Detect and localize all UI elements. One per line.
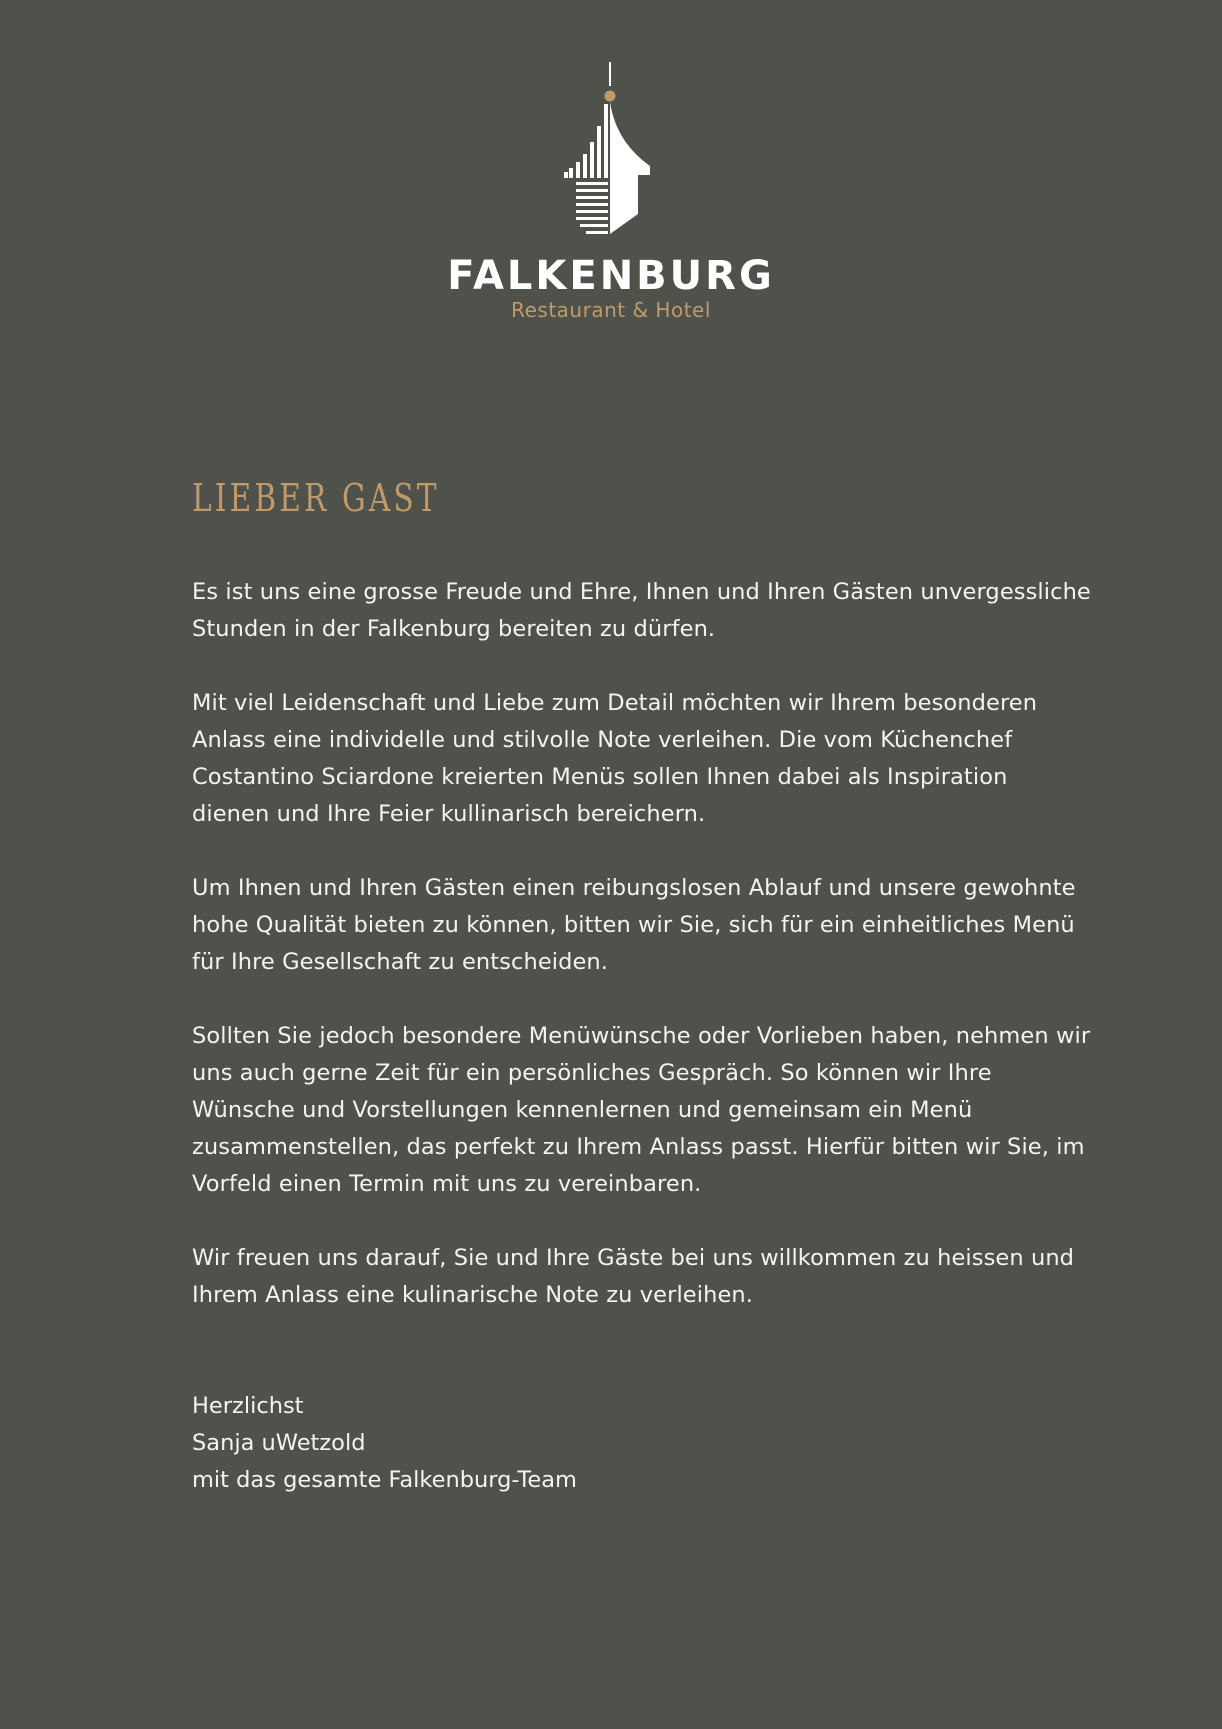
paragraph: Es ist uns eine grosse Freude und Ehre, Ihnen und Ihren Gästen unvergessliche Stunden in der Falkenburg bereiten zu dürfen. (192, 579, 1091, 642)
closing-text: Herzlichst (192, 1393, 304, 1419)
letter-heading: LIEBER GAST (192, 476, 440, 520)
brand-name: FALKENBURG (447, 253, 775, 299)
letter-body (192, 470, 1092, 1499)
team-line: mit das gesamte Falkenburg-Team (192, 1467, 577, 1493)
paragraph: Mit viel Leidenschaft und Liebe zum Detail möchten wir Ihrem besonderen Anlass eine individelle und stilvolle Note verleihen. Die vom Küchenchef Costantino Sciardone kreierten Menüs sollen Ihnen dabei als Inspiration dienen und Ihre Feier kullinarisch bereichern. (192, 690, 1038, 827)
letter-paragraphs (192, 574, 1092, 1314)
paragraph: Um Ihnen und Ihren Gästen einen reibungslosen Ablauf und unsere gewohnte hohe Qualität bieten zu können, bitten wir Sie, sich für ein einheitliches Menü für Ihre Gesellschaft zu entscheiden. (192, 875, 1076, 975)
signature-block (192, 1388, 1092, 1499)
tower-logo-icon (550, 62, 672, 240)
signer-name: Sanja uWetzold (192, 1430, 366, 1456)
paragraph: Sollten Sie jedoch besondere Menüwünsche oder Vorlieben haben, nehmen wir uns auch gerne Zeit für ein persönliches Gespräch. So können wir Ihre Wünsche und Vorstellungen kennenlernen und gemeinsam ein Menü zusammenstellen, das perfekt zu Ihrem Anlass passt. Hierfür bitten wir Sie, im Vorfeld einen Termin mit uns zu vereinbaren. (192, 1023, 1091, 1197)
brand-subtitle: Restaurant & Hotel (511, 298, 711, 322)
paragraph: Wir freuen uns darauf, Sie und Ihre Gäste bei uns willkommen zu heissen und Ihrem Anlass eine kulinarische Note zu verleihen. (192, 1245, 1075, 1308)
